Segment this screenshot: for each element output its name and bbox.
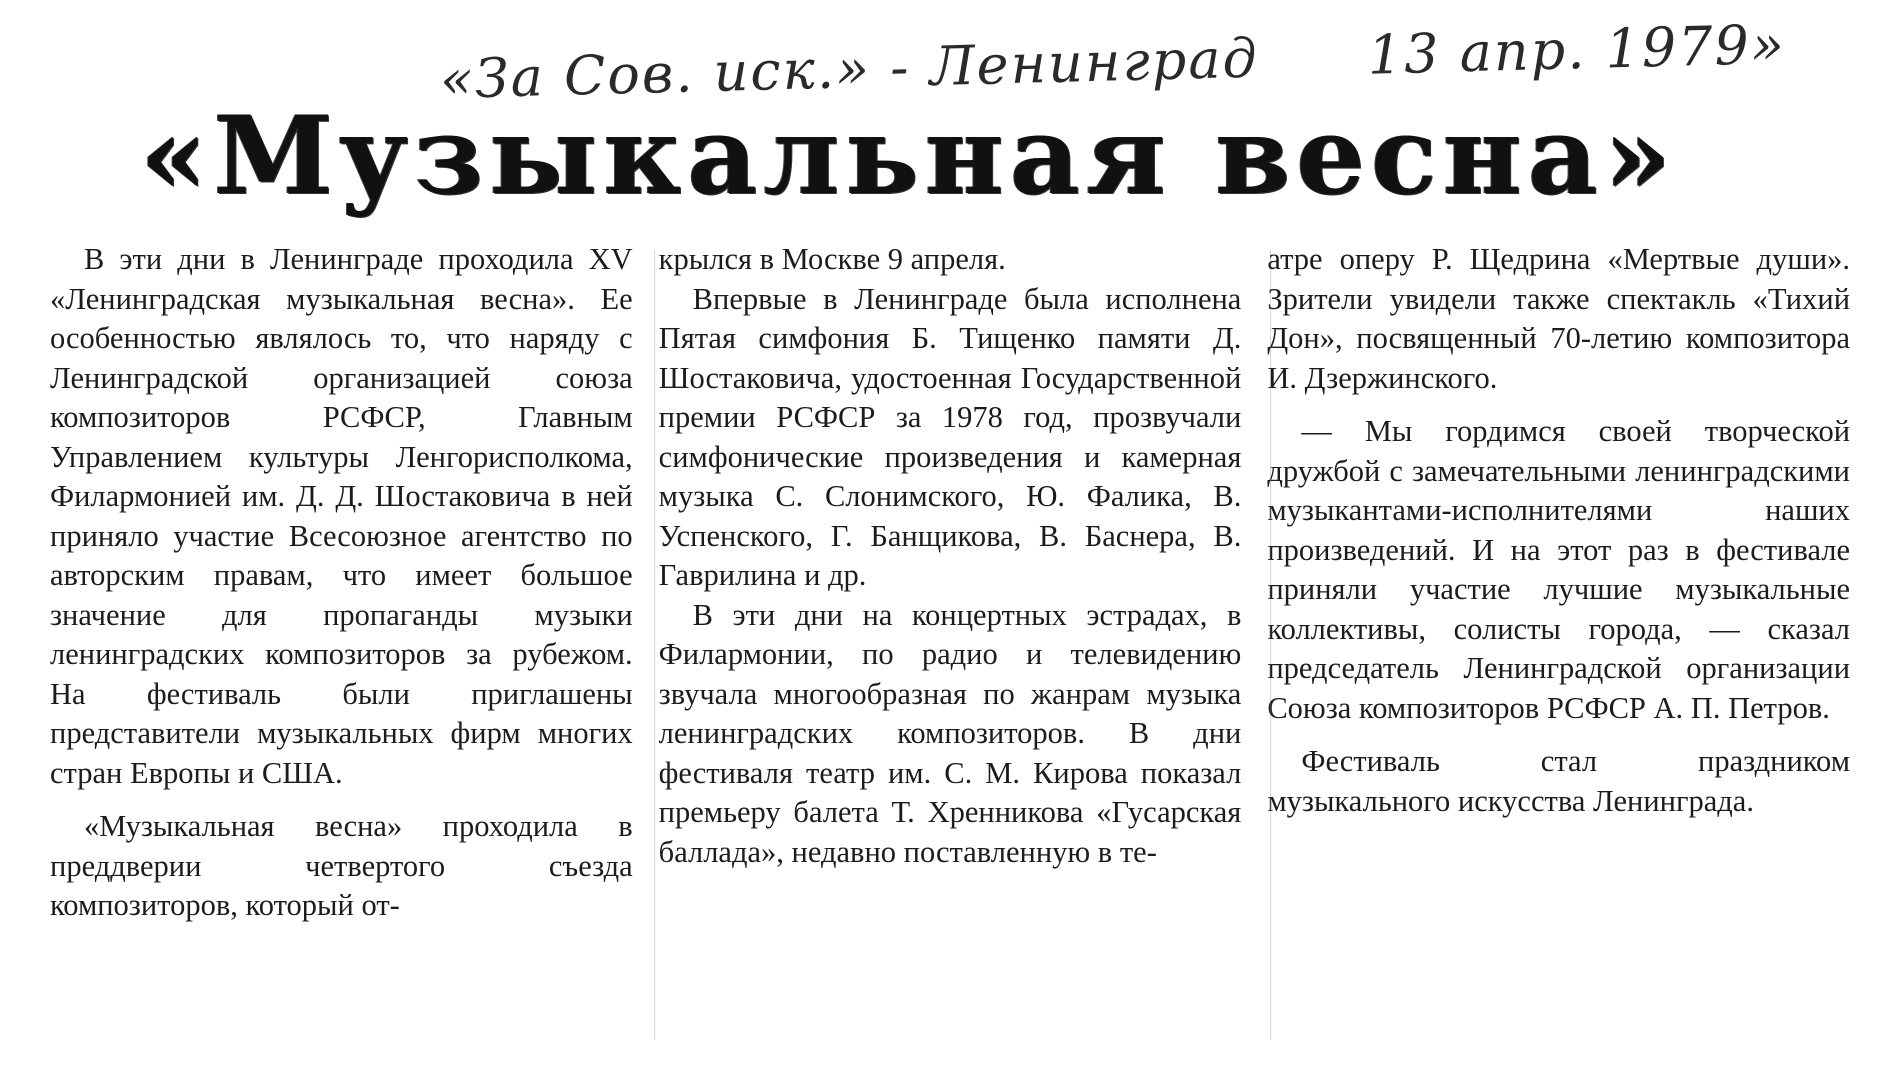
paragraph: — Мы гордимся своей творческой дружбой с замечательными ленинградскими музыкантами-исполнителями наших произведений. И на этот раз в фестивале приняли участие лучшие музыкальные коллективы, солисты города, — сказал председатель Ленинградской организации Союза композиторов РСФСР А. П. Петров. bbox=[1267, 414, 1851, 725]
article-column-2 bbox=[659, 240, 1242, 1050]
column-divider bbox=[654, 250, 655, 1040]
paragraph: Фестиваль стал праздником музыкального искусства Ленинграда. bbox=[1267, 744, 1851, 818]
paragraph: Впервые в Ленинграде была исполнена Пятая симфония Б. Тищенко памяти Д. Шостаковича, удостоенная Государственной премии РСФСР за 1978 год, прозвучали симфонические произведения и камерная музыка С. Слонимского, Ю. Фалика, В. Успенского, Г. Банщикова, В. Баснера, В. Гаврилина и др. bbox=[658, 281, 1242, 592]
paragraph: атре оперу Р. Щедрина «Мертвые души». Зрители увидели также спектакль «Тихий Дон», посвященный 70-летию композитора И. Дзержинского. bbox=[1267, 242, 1851, 395]
handwritten-date: 13 апр. 1979» bbox=[1366, 12, 1787, 87]
paragraph: крылся в Москве 9 апреля. bbox=[658, 242, 1006, 276]
article-column-1 bbox=[50, 240, 633, 1050]
column-divider bbox=[1270, 250, 1271, 1040]
paragraph: «Музыкальная весна» проходила в преддверии четвертого съезда композиторов, который от- bbox=[50, 809, 633, 922]
paragraph: В эти дни в Ленинграде проходила XV «Ленинградская музыкальная весна». Ее особенностью являлось то, что наряду с Ленинградской организацией союза композиторов РСФСР, Главным Управлением культуры Ленгорисполкома, Филармонией им. Д. Д. Шостаковича в ней приняло участие Всесоюзное агентство по авторским правам, что имеет большое значение для пропаганды музыки ленинградских композиторов за рубежом. На фестиваль были приглашены представители музыкальных фирм многих стран Европы и США. bbox=[50, 242, 633, 790]
handwritten-source: «За Сов. иск.» - Ленинград bbox=[439, 26, 1260, 111]
article-body bbox=[50, 240, 1850, 1050]
paragraph: В эти дни на концертных эстрадах, в Филармонии, по радио и телевидению звучала многообразная по жанрам музыка ленинградских композиторов. В дни фестиваля театр им. С. М. Кирова показал премьеру балета Т. Хренникова «Гусарская баллада», недавно поставленную в те- bbox=[658, 597, 1242, 869]
article-column-3 bbox=[1267, 240, 1850, 1050]
article-headline: «Музыкальная весна» bbox=[140, 93, 1678, 219]
